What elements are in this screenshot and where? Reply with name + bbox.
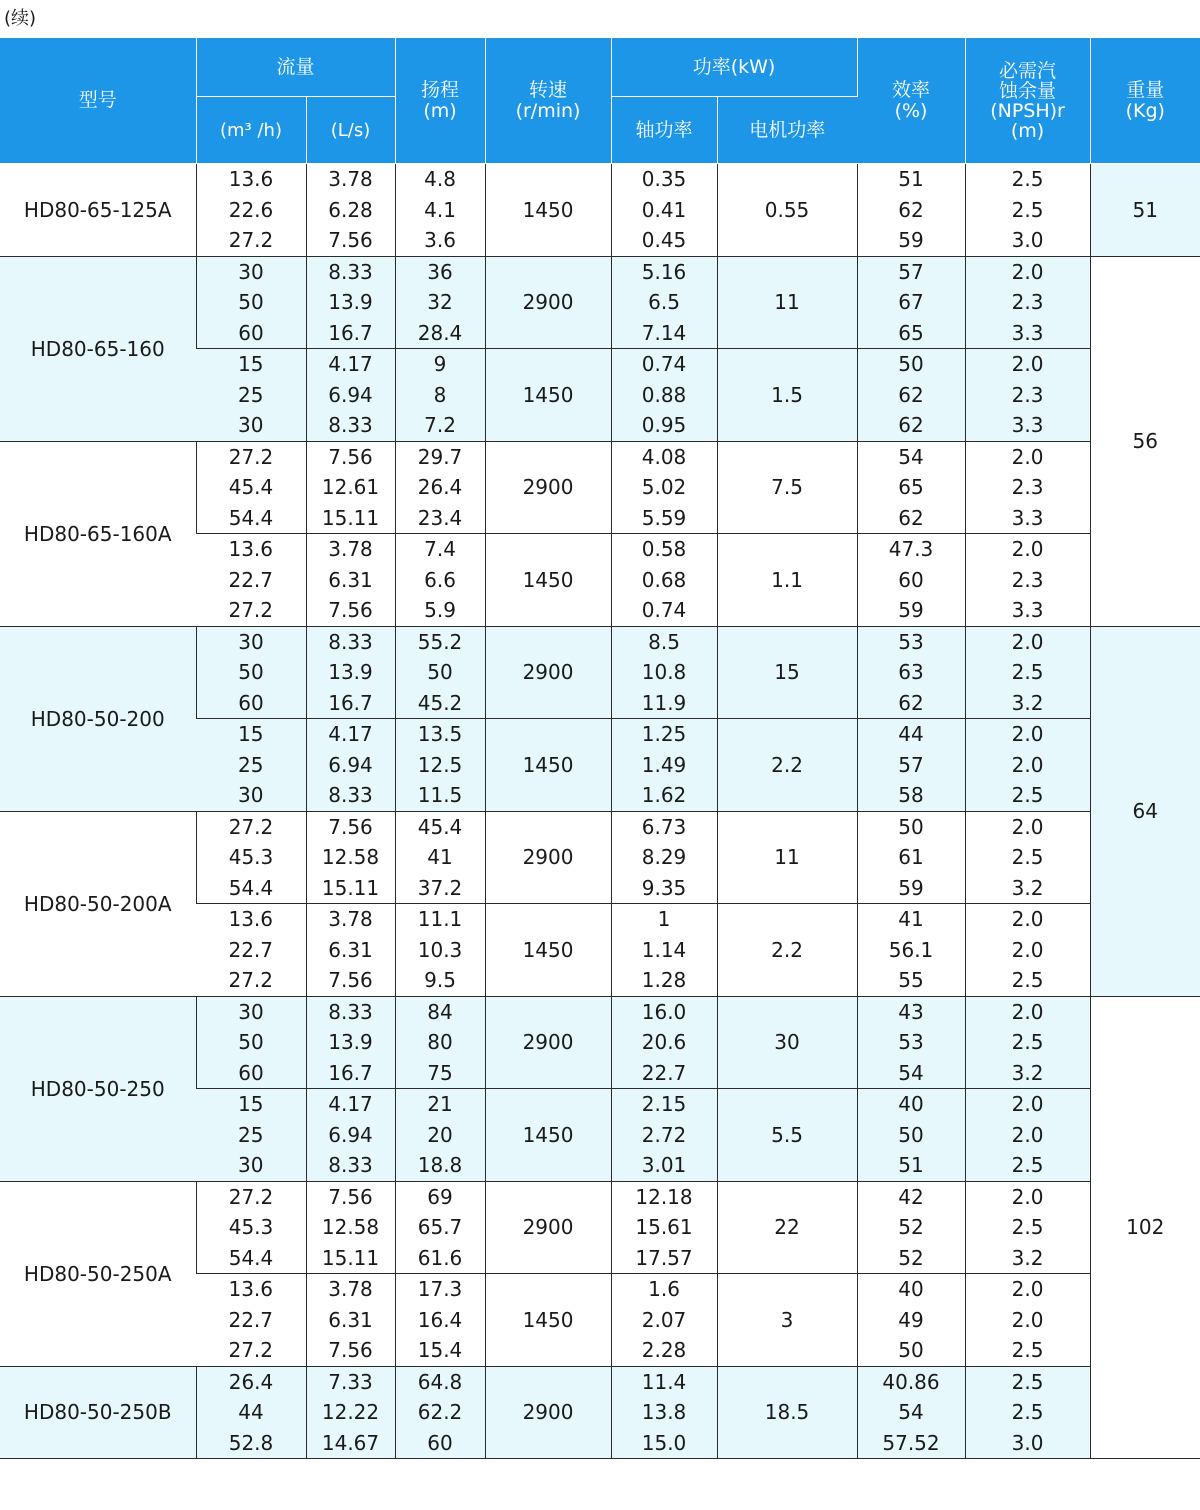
flow-m3h-cell: 13.6 22.6 27.2 xyxy=(196,164,306,257)
head-cell: 9 8 7.2 xyxy=(395,349,485,442)
header-speed-label: 转速 xyxy=(529,78,568,101)
speed-cell: 1450 xyxy=(485,904,611,997)
npsh-cell: 2.0 2.0 2.5 xyxy=(965,719,1090,812)
motor-power-cell: 30 xyxy=(717,996,857,1089)
flow-ls-cell: 7.56 12.61 15.11 xyxy=(306,441,395,534)
speed-cell: 2900 xyxy=(485,256,611,349)
model-name: HD80-65-160 xyxy=(0,256,196,441)
head-cell: 7.4 6.6 5.9 xyxy=(395,534,485,627)
speed-cell: 1450 xyxy=(485,534,611,627)
motor-power-cell: 2.2 xyxy=(717,719,857,812)
head-cell: 45.4 41 37.2 xyxy=(395,811,485,904)
shaft-power-cell: 5.16 6.5 7.14 xyxy=(611,256,717,349)
motor-power-cell: 1.1 xyxy=(717,534,857,627)
motor-power-cell: 15 xyxy=(717,626,857,719)
header-flow-m3h: (m³ /h) xyxy=(196,97,306,164)
flow-ls-cell: 7.56 12.58 15.11 xyxy=(306,811,395,904)
flow-ls-cell: 8.33 13.9 16.7 xyxy=(306,626,395,719)
shaft-power-cell: 0.74 0.88 0.95 xyxy=(611,349,717,442)
flow-m3h-cell: 30 50 60 xyxy=(196,626,306,719)
motor-power-cell: 11 xyxy=(717,256,857,349)
table-row xyxy=(0,1181,1200,1274)
weight-cell: 56 xyxy=(1090,256,1200,626)
header-power: 功率(kW) xyxy=(611,38,857,97)
flow-m3h-cell: 27.2 45.3 54.4 xyxy=(196,811,306,904)
flow-m3h-cell: 27.2 45.3 54.4 xyxy=(196,1181,306,1274)
header-speed xyxy=(485,38,611,164)
speed-cell: 2900 xyxy=(485,626,611,719)
head-cell: 36 32 28.4 xyxy=(395,256,485,349)
efficiency-cell: 50 62 62 xyxy=(857,349,965,442)
npsh-cell: 2.0 2.0 2.5 xyxy=(965,904,1090,997)
motor-power-cell: 2.2 xyxy=(717,904,857,997)
header-motor-power: 电机功率 xyxy=(717,97,857,164)
header-weight-unit: (Kg) xyxy=(1125,99,1165,122)
table-header xyxy=(0,38,1200,164)
efficiency-cell: 40.86 54 57.52 xyxy=(857,1366,965,1459)
flow-ls-cell: 4.17 6.94 8.33 xyxy=(306,719,395,812)
flow-ls-cell: 7.33 12.22 14.67 xyxy=(306,1366,395,1459)
header-efficiency-unit: (%) xyxy=(894,99,928,122)
header-speed-unit: (r/min) xyxy=(515,99,581,122)
model-name: HD80-65-125A xyxy=(0,164,196,257)
motor-power-cell: 3 xyxy=(717,1274,857,1367)
motor-power-cell: 7.5 xyxy=(717,441,857,534)
shaft-power-cell: 11.4 13.8 15.0 xyxy=(611,1366,717,1459)
header-weight xyxy=(1090,38,1200,164)
model-name: HD80-50-250 xyxy=(0,996,196,1181)
flow-m3h-cell: 30 50 60 xyxy=(196,256,306,349)
flow-ls-cell: 4.17 6.94 8.33 xyxy=(306,349,395,442)
efficiency-cell: 53 63 62 xyxy=(857,626,965,719)
header-flow-ls: (L/s) xyxy=(306,97,395,164)
flow-m3h-cell: 27.2 45.4 54.4 xyxy=(196,441,306,534)
head-cell: 55.2 50 45.2 xyxy=(395,626,485,719)
head-cell: 64.8 62.2 60 xyxy=(395,1366,485,1459)
table-row xyxy=(0,996,1200,1089)
speed-cell: 1450 xyxy=(485,1089,611,1182)
motor-power-cell: 0.55 xyxy=(717,164,857,257)
npsh-cell: 2.0 2.3 3.3 xyxy=(965,441,1090,534)
flow-ls-cell: 3.78 6.28 7.56 xyxy=(306,164,395,257)
header-head-unit: (m) xyxy=(423,99,457,122)
shaft-power-cell: 0.35 0.41 0.45 xyxy=(611,164,717,257)
npsh-cell: 2.0 2.5 3.2 xyxy=(965,996,1090,1089)
motor-power-cell: 1.5 xyxy=(717,349,857,442)
model-name: HD80-50-200A xyxy=(0,811,196,996)
efficiency-cell: 40 49 50 xyxy=(857,1274,965,1367)
npsh-cell: 2.0 2.0 2.5 xyxy=(965,1274,1090,1367)
speed-cell: 1450 xyxy=(485,1274,611,1367)
shaft-power-cell: 8.5 10.8 11.9 xyxy=(611,626,717,719)
flow-m3h-cell: 26.4 44 52.8 xyxy=(196,1366,306,1459)
header-head xyxy=(395,38,485,164)
speed-cell: 1450 xyxy=(485,349,611,442)
weight-cell: 64 xyxy=(1090,626,1200,996)
efficiency-cell: 43 53 54 xyxy=(857,996,965,1089)
shaft-power-cell: 1.6 2.07 2.28 xyxy=(611,1274,717,1367)
npsh-cell: 2.0 2.0 2.5 xyxy=(965,1089,1090,1182)
speed-cell: 1450 xyxy=(485,719,611,812)
efficiency-cell: 57 67 65 xyxy=(857,256,965,349)
flow-m3h-cell: 13.6 22.7 27.2 xyxy=(196,534,306,627)
speed-cell: 2900 xyxy=(485,1181,611,1274)
flow-ls-cell: 8.33 13.9 16.7 xyxy=(306,256,395,349)
model-name: HD80-50-200 xyxy=(0,626,196,811)
efficiency-cell: 51 62 59 xyxy=(857,164,965,257)
model-name: HD80-50-250B xyxy=(0,1366,196,1459)
efficiency-cell: 50 61 59 xyxy=(857,811,965,904)
efficiency-cell: 44 57 58 xyxy=(857,719,965,812)
model-name: HD80-65-160A xyxy=(0,441,196,626)
flow-ls-cell: 4.17 6.94 8.33 xyxy=(306,1089,395,1182)
flow-ls-cell: 3.78 6.31 7.56 xyxy=(306,1274,395,1367)
flow-m3h-cell: 15 25 30 xyxy=(196,349,306,442)
header-shaft-power: 轴功率 xyxy=(611,97,717,164)
shaft-power-cell: 2.15 2.72 3.01 xyxy=(611,1089,717,1182)
speed-cell: 2900 xyxy=(485,441,611,534)
motor-power-cell: 5.5 xyxy=(717,1089,857,1182)
model-name: HD80-50-250A xyxy=(0,1181,196,1366)
flow-ls-cell: 3.78 6.31 7.56 xyxy=(306,904,395,997)
shaft-power-cell: 6.73 8.29 9.35 xyxy=(611,811,717,904)
flow-m3h-cell: 13.6 22.7 27.2 xyxy=(196,1274,306,1367)
header-weight-label: 重量 xyxy=(1126,78,1165,101)
npsh-cell: 2.0 2.3 3.3 xyxy=(965,349,1090,442)
head-cell: 4.8 4.1 3.6 xyxy=(395,164,485,257)
shaft-power-cell: 1 1.14 1.28 xyxy=(611,904,717,997)
weight-cell: 51 xyxy=(1090,164,1200,257)
table-row xyxy=(0,811,1200,904)
speed-cell: 2900 xyxy=(485,811,611,904)
head-cell: 13.5 12.5 11.5 xyxy=(395,719,485,812)
table-row xyxy=(0,256,1200,349)
head-cell: 84 80 75 xyxy=(395,996,485,1089)
flow-m3h-cell: 15 25 30 xyxy=(196,1089,306,1182)
pump-spec-table xyxy=(0,38,1200,1459)
flow-ls-cell: 8.33 13.9 16.7 xyxy=(306,996,395,1089)
flow-m3h-cell: 15 25 30 xyxy=(196,719,306,812)
table-body xyxy=(0,164,1200,1459)
motor-power-cell: 18.5 xyxy=(717,1366,857,1459)
npsh-cell: 2.0 2.5 3.2 xyxy=(965,626,1090,719)
speed-cell: 2900 xyxy=(485,1366,611,1459)
head-cell: 69 65.7 61.6 xyxy=(395,1181,485,1274)
flow-m3h-cell: 30 50 60 xyxy=(196,996,306,1089)
shaft-power-cell: 12.18 15.61 17.57 xyxy=(611,1181,717,1274)
table-row xyxy=(0,1366,1200,1459)
efficiency-cell: 54 65 62 xyxy=(857,441,965,534)
shaft-power-cell: 4.08 5.02 5.59 xyxy=(611,441,717,534)
npsh-cell: 2.5 2.5 3.0 xyxy=(965,1366,1090,1459)
table-row xyxy=(0,626,1200,719)
flow-m3h-cell: 13.6 22.7 27.2 xyxy=(196,904,306,997)
npsh-cell: 2.0 2.3 3.3 xyxy=(965,534,1090,627)
header-head-label: 扬程 xyxy=(421,78,460,101)
header-efficiency-label: 效率 xyxy=(892,78,931,101)
shaft-power-cell: 16.0 20.6 22.7 xyxy=(611,996,717,1089)
header-flow: 流量 xyxy=(196,38,395,97)
efficiency-cell: 41 56.1 55 xyxy=(857,904,965,997)
motor-power-cell: 22 xyxy=(717,1181,857,1274)
header-efficiency xyxy=(857,38,965,164)
head-cell: 29.7 26.4 23.4 xyxy=(395,441,485,534)
efficiency-cell: 42 52 52 xyxy=(857,1181,965,1274)
efficiency-cell: 40 50 51 xyxy=(857,1089,965,1182)
shaft-power-cell: 1.25 1.49 1.62 xyxy=(611,719,717,812)
table-row xyxy=(0,441,1200,534)
motor-power-cell: 11 xyxy=(717,811,857,904)
continued-label: (续) xyxy=(4,8,37,29)
efficiency-cell: 47.3 60 59 xyxy=(857,534,965,627)
head-cell: 21 20 18.8 xyxy=(395,1089,485,1182)
table-row xyxy=(0,164,1200,257)
flow-ls-cell: 3.78 6.31 7.56 xyxy=(306,534,395,627)
npsh-cell: 2.0 2.5 3.2 xyxy=(965,811,1090,904)
flow-ls-cell: 7.56 12.58 15.11 xyxy=(306,1181,395,1274)
npsh-cell: 2.0 2.5 3.2 xyxy=(965,1181,1090,1274)
npsh-cell: 2.0 2.3 3.3 xyxy=(965,256,1090,349)
speed-cell: 1450 xyxy=(485,164,611,257)
weight-cell: 102 xyxy=(1090,996,1200,1459)
head-cell: 11.1 10.3 9.5 xyxy=(395,904,485,997)
shaft-power-cell: 0.58 0.68 0.74 xyxy=(611,534,717,627)
header-model: 型号 xyxy=(0,38,196,164)
header-npsh: 必需汽 蚀余量 (NPSH)r (m) xyxy=(965,38,1090,164)
speed-cell: 2900 xyxy=(485,996,611,1089)
head-cell: 17.3 16.4 15.4 xyxy=(395,1274,485,1367)
npsh-cell: 2.5 2.5 3.0 xyxy=(965,164,1090,257)
